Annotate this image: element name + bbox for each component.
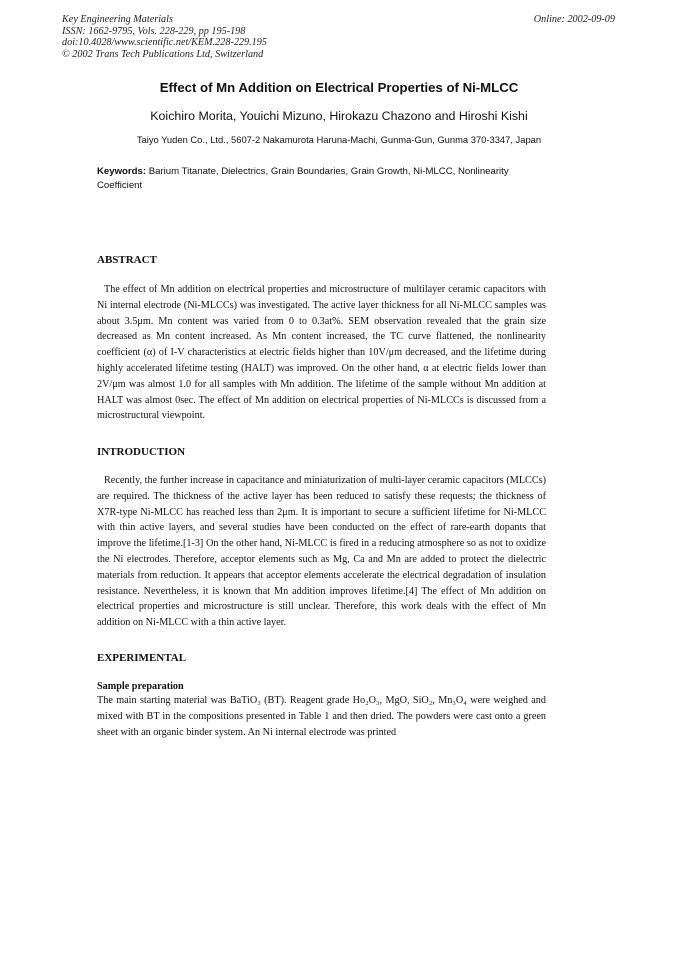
journal-header: [62, 14, 267, 60]
issn-line: ISSN: 1662-9795, Vols. 228-229, pp 195-198: [62, 25, 246, 37]
abstract-heading: ABSTRACT: [97, 254, 157, 266]
experimental-paragraph: [97, 693, 546, 740]
journal-name: Key Engineering Materials: [62, 14, 173, 25]
abstract-paragraph: [97, 282, 546, 424]
sample-preparation-heading: Sample preparation: [97, 681, 184, 692]
introduction-paragraph: [97, 473, 546, 631]
keywords-block: [97, 165, 552, 192]
affiliation: Taiyo Yuden Co., Ltd., 5607-2 Nakamurota Haruna-Machi, Gunma-Gun, Gunma 370-3347, Japan: [136, 134, 542, 145]
online-date: Online: 2002-09-09: [533, 14, 615, 25]
keywords-text: Barium Titanate, Dielectrics, Grain Boundaries, Grain Growth, Ni-MLCC, Nonlinearity Coefficient: [97, 166, 509, 191]
copyright-line: © 2002 Trans Tech Publications Ltd, Switzerland: [62, 48, 264, 60]
introduction-text: Recently, the further increase in capacitance and miniaturization of multi-layer ceramic capacitors (MLCCs) are required. The thickness of the active layer has been reduced to satisfy these requests; the thickness of X7R-type Ni-MLCC has reached less than 2μm. It is important to secure a sufficient lifetime for Ni-MLCC with thin active layers, and several studies have been conducted on the effect of rare-earth dopants that improve the lifetime.[1-3] On the other hand, Ni-MLCC is fired in a reducing atmosphere so as not to oxidize the Ni electrodes. Therefore, acceptor elements such as Mg, Ca and Mn are added to protect the dielectric materials from reduction. It appears that acceptor elements accelerate the electrical degradation of insulation resistance. Nevertheless, it is known that Mn addition improves lifetime.[4] The effect of Mn addition on electrical properties and microstructure is still unclear. Therefore, this work deals with the effect of Mn addition on Ni-MLCC with a thin active layer.: [97, 475, 546, 629]
abstract-text: The effect of Mn addition on electrical properties and microstructure of multilayer ceramic capacitors with Ni internal electrode (Ni-MLCCs) was investigated. The active layer thickness for all Ni-MLCC samples was about 3.5μm. Mn content was varied from 0 to 0.3at%. SEM observation revealed that the grain size decreased as Mn content increased. As Mn content increased, the TC curve flattened, the nonlinearity coefficient (α) of I-V characteristics at electric fields higher than 10V/μm decreased, and the lifetime during highly accelerated lifetime testing (HALT) was improved. On the other hand, α at electric fields lower than 2V/μm was almost 1.0 for all samples with Mn addition. The lifetime of the sample without Mn addition at HALT was almost 0sec. The effect of Mn addition on electrical properties of Ni-MLCCs is discussed from a microstructural viewpoint.: [97, 284, 546, 422]
experimental-text: The main starting material was BaTiO₃ (BT). Reagent grade Ho₂O₃, MgO, SiO₂, Mn₃O₄ were weighed and mixed with BT in the compositions presented in Table 1 and then dried. The powders were cast onto a green sheet with an organic binder system. An Ni internal electrode was printed: [97, 695, 546, 738]
introduction-heading: INTRODUCTION: [97, 446, 186, 458]
experimental-heading: EXPERIMENTAL: [97, 652, 187, 664]
author-list: Koichiro Morita, Youichi Mizuno, Hirokazu Chazono and Hiroshi Kishi: [150, 109, 528, 123]
keywords-label: Keywords:: [97, 166, 147, 177]
doi-line[interactable]: doi:10.4028/www.scientific.net/KEM.228-229.195: [62, 37, 267, 49]
paper-title: Effect of Mn Addition on Electrical Properties of Ni-MLCC: [159, 80, 519, 95]
